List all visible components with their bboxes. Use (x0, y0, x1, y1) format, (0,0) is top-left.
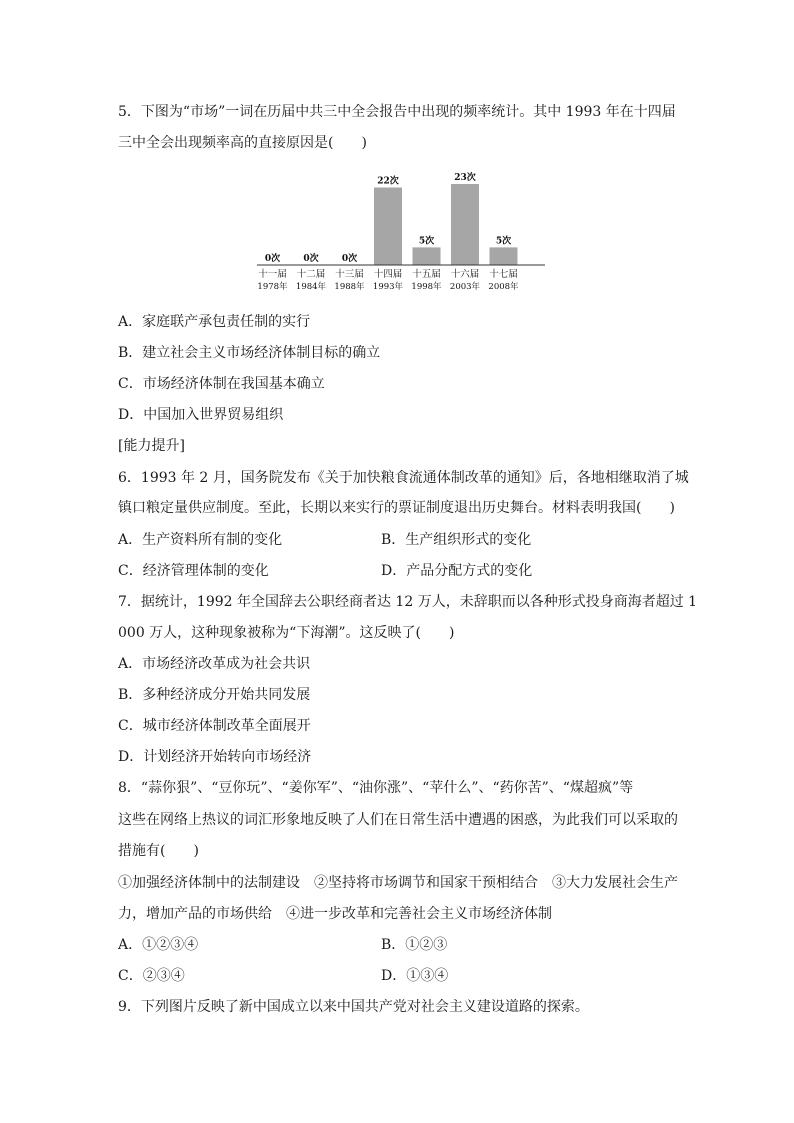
q6-stem-line-2: 镇口粮定量供应制度。至此，长期以来实行的票证制度退出历史舞台。材料表明我国( ) (118, 500, 675, 516)
tick-year-5: 2003年 (449, 282, 481, 292)
q5-option-b[interactable]: B．建立社会主义市场经济体制目标的确立 (118, 345, 381, 361)
q8-statements-line-2: 力，增加产品的市场供给 ④进一步改革和完善社会主义市场经济体制 (118, 906, 552, 922)
tick-label-1: 十二届 (296, 269, 326, 280)
data-label-0: 0次 (264, 254, 281, 264)
q8-stem-line-1: 8．“蒜你狠”、“豆你玩”、“姜你军”、“油你涨”、“苹什么”、“药你苦”、“煤超疯”等 (118, 780, 634, 796)
q8-stem-line-2: 这些在网络上热议的词汇形象地反映了人们在日常生活中遭遇的困惑，为此我们可以采取的 (118, 812, 678, 828)
q6-option-a[interactable]: A．生产资料所有制的变化 (118, 532, 283, 548)
q5-option-a[interactable]: A．家庭联产承包责任制的实行 (118, 314, 311, 330)
data-label-6: 5次 (495, 236, 512, 247)
q8-statements-line-1: ①加强经济体制中的法制建设 ②坚持将市场调节和国家干预相结合 ③大力发展社会生产 (118, 875, 678, 891)
section-heading: [能力提升] (118, 438, 185, 454)
q8-option-d[interactable]: D．①③④ (381, 968, 449, 984)
bar-3 (374, 188, 402, 265)
q7-option-a[interactable]: A．市场经济改革成为社会共识 (118, 656, 311, 672)
q6-stem-line-1: 6．1993 年 2 月，国务院发布《关于加快粮食流通体制改革的通知》后，各地相继取消了城 (118, 470, 689, 486)
data-label-2: 0次 (341, 254, 358, 264)
q9-stem-line-1: 9．下列图片反映了新中国成立以来中国共产党对社会主义建设道路的探索。 (118, 999, 589, 1015)
q7-option-c[interactable]: C．城市经济体制改革全面展开 (118, 718, 311, 734)
tick-label-2: 十三届 (335, 269, 364, 280)
q8-option-a[interactable]: A．①②③④ (118, 937, 199, 953)
data-label-4: 5次 (418, 236, 435, 247)
tick-year-1: 1984年 (295, 282, 327, 292)
tick-label-5: 十六届 (450, 269, 480, 280)
data-label-5: 23次 (454, 173, 476, 183)
q6-option-d[interactable]: D．产品分配方式的变化 (381, 563, 533, 579)
q7-option-b[interactable]: B．多种经济成分开始共同发展 (118, 687, 311, 703)
q8-option-c[interactable]: C．②③④ (118, 968, 185, 984)
q7-stem-line-2: 000 万人，这种现象被称为“下海潮”。这反映了( ) (118, 625, 455, 641)
q8-stem-line-3: 措施有( ) (118, 843, 199, 859)
tick-year-4: 1998年 (411, 282, 442, 292)
tick-label-4: 十五届 (412, 269, 441, 280)
tick-year-0: 1978年 (257, 282, 288, 292)
tick-year-2: 1988年 (334, 282, 365, 292)
data-label-3: 22次 (377, 176, 399, 187)
bar-4 (413, 247, 441, 265)
tick-year-3: 1993年 (372, 282, 404, 292)
tick-label-0: 十一届 (258, 269, 287, 280)
q7-option-d[interactable]: D．计划经济开始转向市场经济 (118, 749, 312, 765)
q8-option-b[interactable]: B．①②③ (381, 937, 448, 953)
tick-label-6: 十七届 (489, 269, 518, 280)
q5-option-d[interactable]: D．中国加入世界贸易组织 (118, 407, 284, 423)
q6-option-b[interactable]: B．生产组织形式的变化 (381, 532, 532, 548)
q7-stem-line-1: 7．据统计，1992 年全国辞去公职经商者达 12 万人，未辞职而以各种形式投身商海者超过 1 (118, 594, 698, 610)
q6-option-c[interactable]: C．经济管理体制的变化 (118, 563, 269, 579)
data-label-1: 0次 (303, 254, 319, 264)
bar-5 (451, 184, 479, 265)
bar-6 (490, 247, 518, 265)
tick-year-6: 2008年 (488, 282, 519, 292)
q5-stem-line-1: 5．下图为“市场”一词在历届中共三中全会报告中出现的频率统计。其中 1993 年在十四届 (118, 104, 676, 120)
market-frequency-bar-chart (255, 162, 547, 294)
q5-option-c[interactable]: C．市场经济体制在我国基本确立 (118, 376, 325, 392)
q5-stem-line-2: 三中全会出现频率高的直接原因是( ) (118, 135, 367, 151)
tick-label-3: 十四届 (373, 269, 403, 280)
